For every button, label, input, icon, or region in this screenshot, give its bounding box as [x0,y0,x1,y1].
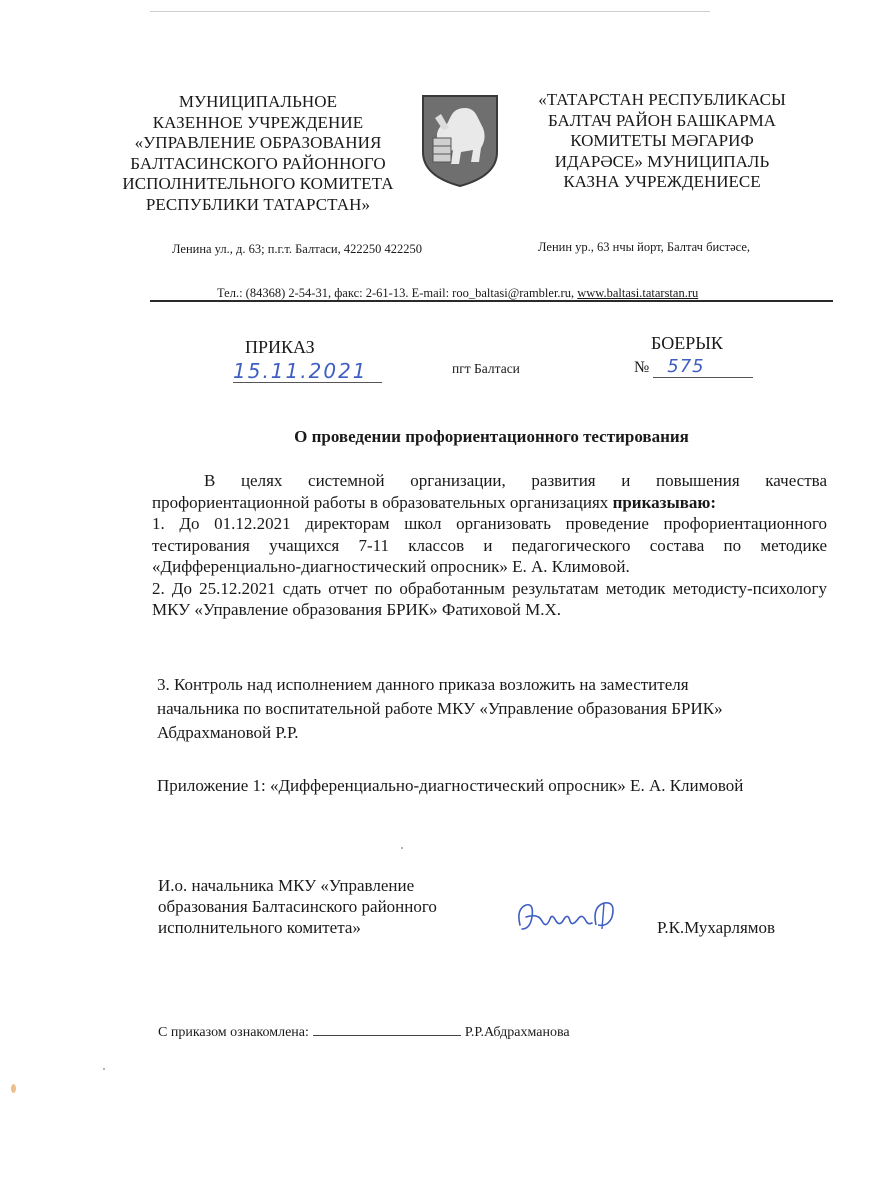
contacts-text: Тел.: (84368) 2-54-31, факс: 2-61-13. E-mail: roo_baltasi@rambler.ru, [217,286,578,300]
header-right-line: БАЛТАЧ РАЙОН БАШКАРМА [548,110,776,130]
signatory-name: Р.К.Мухарлямов [657,918,776,937]
signatory-line: исполнительного комитета» [158,918,361,937]
header-left-line: КАЗЕННОЕ УЧРЕЖДЕНИЕ [152,112,364,132]
signatory-line: образования Балтасинского районного [158,897,437,916]
address-right: Ленин ур., 63 нчы йорт, Балтач бистәсе, [538,240,751,254]
address-left: Ленина ул., д. 63; п.г.т. Балтаси, 422250 422250 [172,242,422,256]
header-left-line: БАЛТАСИНСКОГО РАЙОННОГО [130,153,386,173]
header-left-russian [112,92,404,215]
coat-of-arms-icon [421,94,499,188]
order-body [152,470,827,621]
header-left-line: МУНИЦИПАЛЬНОЕ [178,92,338,111]
order-label-ru: ПРИКАЗ [245,337,315,357]
item-3 [157,673,827,745]
header-right-line: КАЗНА УЧРЕЖДЕНИЕСЕ [563,172,761,191]
header-right-line: ИДАРӘСЕ» МУНИЦИПАЛЬ [554,151,770,171]
acknowledgement-line [158,1021,570,1041]
ack-name: Р.Р.Абдрахманова [464,1025,570,1040]
item-3-line: 3. Контроль над исполнением данного приказа возложить на заместителя [157,675,689,694]
order-place: пгт Балтаси [452,361,520,376]
number-sign: № [634,359,650,376]
signatory-position [158,875,498,938]
item-3-line: Абдрахмановой Р.Р. [157,723,299,742]
header-left-line: «УПРАВЛЕНИЕ ОБРАЗОВАНИЯ [134,133,382,152]
item-3-line: начальника по воспитательной работе МКУ «Управление образования БРИК» [157,699,723,718]
order-label-tt: БОЕРЫК [651,333,723,353]
signatory-line: И.о. начальника МКУ «Управление [158,876,415,895]
header-right-line: «ТАТАРСТАН РЕСПУБЛИКАСЫ [538,90,786,109]
contacts-line [217,286,698,301]
header-left-line: РЕСПУБЛИКИ ТАТАРСТАН» [145,194,371,214]
header-right-line: КОМИТЕТЫ МӘГАРИФ [570,131,754,150]
header-separator [150,300,833,302]
order-number-value: 575 [653,356,753,378]
ack-signature-blank [313,1021,461,1036]
document-title: О проведении профориентационного тестирования [294,427,689,446]
intro-paragraph [152,470,827,513]
top-edge-line [150,11,710,12]
order-date: 15.11.2021 [233,360,382,383]
ack-label: С приказом ознакомлена: [158,1025,309,1040]
appendix-note: Приложение 1: «Дифференциально-диагностический опросник» Е. А. Климовой [157,776,744,795]
header-right-tatar [512,90,812,193]
order-number [634,356,753,378]
intro-text: В целях системной организации, развития и повышения качества профориентационной работы в образовательных организациях [152,471,827,512]
website-link[interactable]: www.baltasi.tatarstan.ru [577,286,699,300]
scan-stain [11,1084,16,1093]
intro-decree: приказываю: [612,492,717,512]
item-2: 2. До 25.12.2021 сдать отчет по обработанным результатам методик методисту-психологу МКУ «Управление образования БРИК» Фатиховой М.Х. [152,578,827,619]
header-left-line: ИСПОЛНИТЕЛЬНОГО КОМИТЕТА [122,174,394,193]
scan-speck [401,847,403,849]
scan-speck [103,1068,105,1070]
item-1: 1. До 01.12.2021 директорам школ организовать проведение профориентационного тестирования учащихся 7-11 классов и педагогического состава по методике «Дифференциально-диагностический опросник» Е. А. Климовой. [152,514,827,576]
handwritten-signature [512,895,622,940]
